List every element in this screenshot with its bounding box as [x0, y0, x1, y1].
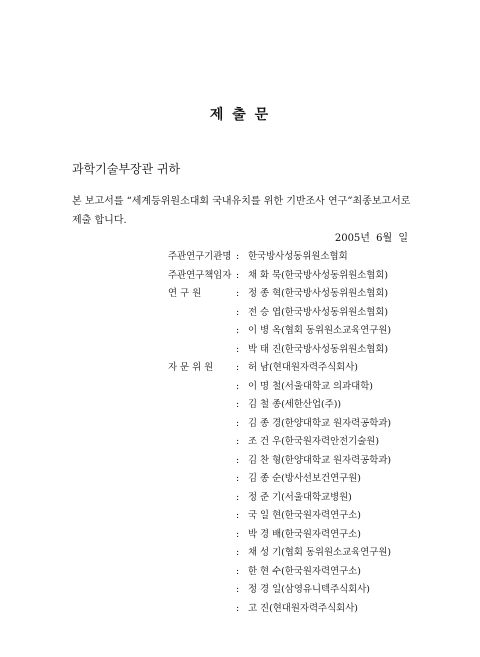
staff-separator: : [236, 288, 240, 299]
staff-member: 전 승 엽(한국방사성동위원소협회) [248, 306, 389, 318]
staff-row [168, 359, 428, 378]
staff-role [168, 452, 236, 471]
staff-role [168, 341, 236, 360]
staff-role [168, 415, 236, 434]
staff-separator: : [236, 565, 240, 577]
staff-row [168, 433, 428, 452]
staff-row [168, 581, 428, 600]
staff-role [168, 304, 236, 323]
staff-row [168, 600, 428, 619]
staff-role [168, 563, 236, 582]
document-title: 제 출 문 [209, 107, 271, 123]
staff-row [168, 415, 428, 434]
staff-row [168, 470, 428, 489]
staff-role [168, 544, 236, 563]
staff-separator: : [236, 417, 240, 429]
staff-separator: : [236, 251, 240, 262]
staff-member: 정 준 기(서울대학교병원) [248, 491, 352, 503]
staff-row [168, 304, 428, 323]
staff-member: 한국방사성동위원소협회 [248, 251, 348, 262]
staff-member: 채 화 묵(한국방사성동위원소협회) [248, 269, 389, 281]
staff-separator: : [236, 380, 240, 392]
staff-row [168, 378, 428, 397]
staff-role [168, 600, 236, 619]
staff-member: 고 진(현대원자력주식회사) [248, 602, 358, 614]
staff-row [168, 507, 428, 526]
staff-role [168, 378, 236, 397]
staff-member: 정 경 일(삼영유니텍주식회사) [248, 584, 370, 595]
staff-member: 채 성 기(협회 동위원소교육연구원) [248, 547, 392, 558]
staff-role [168, 322, 236, 341]
staff-row [168, 322, 428, 341]
staff-row [168, 267, 428, 286]
staff-role [168, 433, 236, 452]
staff-row [168, 248, 428, 267]
staff-separator: : [236, 547, 240, 558]
staff-role: 자 문 위 원 [168, 362, 214, 373]
staff-member: 김 찬 형(한양대학교 원자력공학과) [248, 454, 392, 466]
staff-separator: : [236, 436, 240, 447]
staff-member: 한 현 수(한국원자력연구소) [248, 565, 361, 577]
staff-member: 국 일 현(한국원자력연구소) [248, 510, 361, 521]
staff-role: 주관연구책임자 [168, 269, 232, 281]
staff-member: 김 철 종(세한산업(주)) [248, 399, 342, 410]
staff-role: 주관연구기관명 [168, 251, 232, 262]
staff-row [168, 563, 428, 582]
staff-separator: : [236, 491, 240, 503]
staff-row [168, 341, 428, 360]
staff-role [168, 396, 236, 415]
staff-member: 조 건 우(한국원자력안전기술원) [248, 436, 380, 447]
staff-member: 허 남(현대원자력주식회사) [248, 362, 358, 373]
staff-row [168, 285, 428, 304]
staff-separator: : [236, 325, 240, 336]
staff-row [168, 544, 428, 563]
submission-date: 2005년 6월 일 [334, 233, 408, 244]
staff-separator: : [236, 510, 240, 521]
staff-member: 박 태 진(한국방사성동위원소협회) [248, 343, 389, 355]
submission-text: 본 보고서를 “세계등위원소대회 국내유치를 위한 기반조사 연구”최종보고서로 제출 합니다. [72, 196, 411, 226]
staff-separator: : [236, 399, 240, 410]
staff-member: 김 종 경(한양대학교 원자력공학과) [248, 417, 392, 429]
staff-row [168, 452, 428, 471]
staff-separator: : [236, 362, 240, 373]
staff-list [168, 248, 428, 618]
staff-separator: : [236, 473, 240, 484]
staff-member: 김 종 순(방사선보건연구원) [248, 473, 361, 484]
staff-role [168, 581, 236, 600]
staff-member: 정 종 혁(한국방사성동위원소협회) [248, 288, 389, 299]
staff-separator: : [236, 454, 240, 466]
staff-separator: : [236, 584, 240, 595]
staff-role [168, 526, 236, 545]
staff-role [168, 470, 236, 489]
staff-separator: : [236, 306, 240, 318]
staff-role [168, 507, 236, 526]
staff-separator: : [236, 528, 240, 540]
staff-member: 박 경 배(한국원자력연구소) [248, 528, 361, 540]
staff-separator: : [236, 602, 240, 614]
staff-member: 이 병 옥(협회 동위원소교육연구원) [248, 325, 392, 336]
staff-row [168, 396, 428, 415]
staff-member: 이 명 철(서울대학교 의과대학) [248, 380, 373, 392]
staff-separator: : [236, 269, 240, 281]
staff-separator: : [236, 343, 240, 355]
staff-row [168, 526, 428, 545]
recipient-line: 과학기술부장관 귀하 [72, 162, 181, 176]
staff-row [168, 489, 428, 508]
staff-role [168, 489, 236, 508]
staff-role: 연 구 원 [168, 288, 202, 299]
